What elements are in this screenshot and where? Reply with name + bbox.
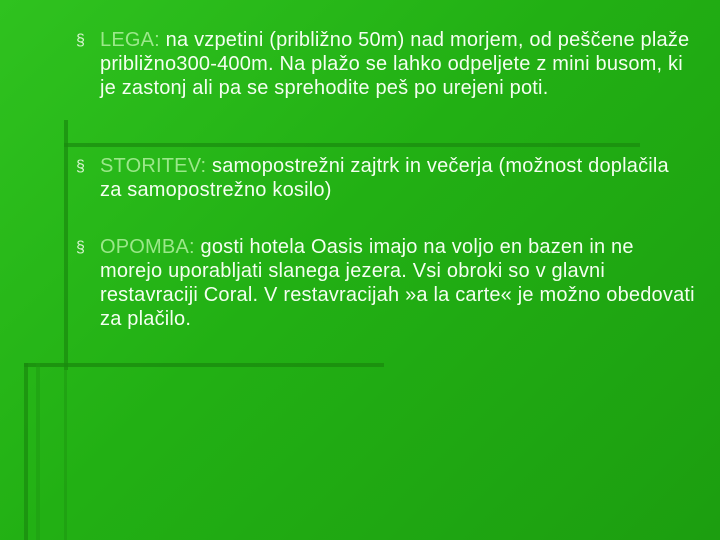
bullet-body: na vzpetini (približno 50m) nad morjem, od peščene plaže približno300-400m. Na plažo se lahko odpeljete z mini busom, ki je zastonj ali pa se sprehodite peš po urejeni poti. bbox=[100, 29, 690, 99]
bullet-label: STORITEV: bbox=[100, 155, 207, 177]
bullet-label: OPOMBA: bbox=[100, 236, 195, 258]
bullet-item-lega bbox=[76, 28, 696, 100]
bullet-body: gosti hotela Oasis imajo na voljo en bazen in ne morejo uporabljati slanega jezera. Vsi obroki so v glavni restavraciji Coral. V restavracijah »a la carte« je možno obedovati za plačilo. bbox=[100, 236, 695, 330]
bullet-text bbox=[100, 235, 696, 331]
bullet-label: LEGA: bbox=[100, 29, 160, 51]
bullet-body: samopostrežni zajtrk in večerja (možnost doplačila za samopostrežno kosilo) bbox=[100, 155, 669, 201]
bullet-icon: § bbox=[76, 158, 85, 175]
bullet-text bbox=[100, 154, 696, 202]
bullet-text bbox=[100, 28, 696, 100]
bullet-icon: § bbox=[76, 239, 85, 256]
bullet-icon: § bbox=[76, 32, 85, 49]
bullet-item-storitev bbox=[76, 154, 696, 202]
bullet-item-opomba bbox=[76, 235, 696, 331]
